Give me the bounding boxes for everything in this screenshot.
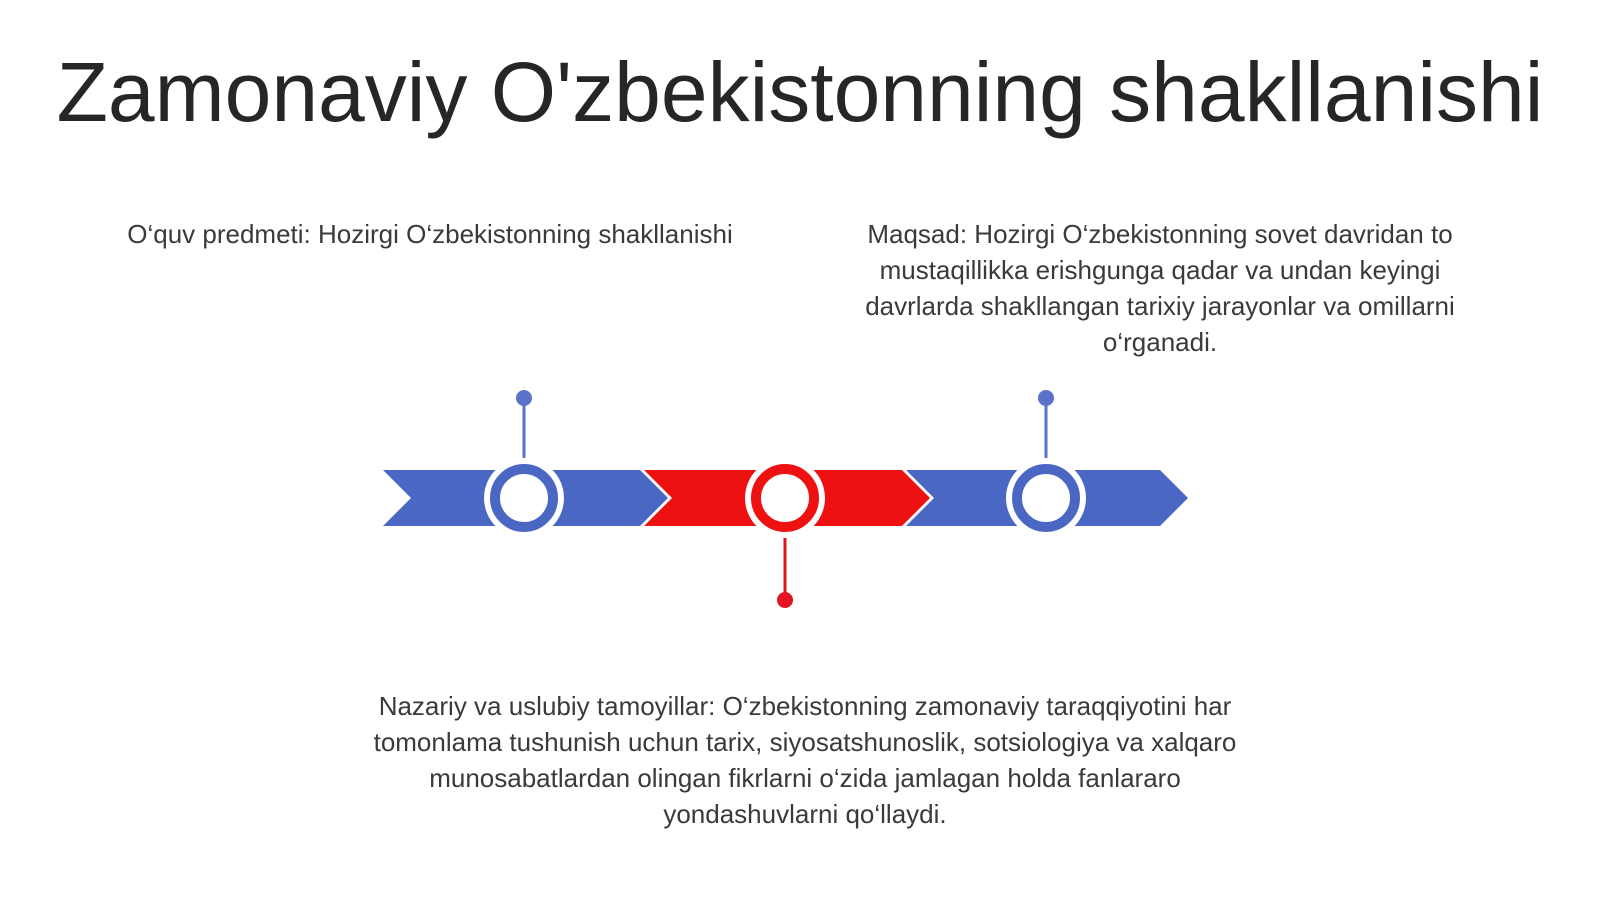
- pin-dot-1: [516, 390, 532, 406]
- pin-dot-2: [777, 592, 793, 608]
- pin-dot-3: [1038, 390, 1054, 406]
- milestone-2: [745, 458, 825, 538]
- milestone-3: [1006, 458, 1086, 538]
- slide-title: Zamonaviy O'zbekistonning shakllanishi: [56, 45, 1544, 139]
- goal-text: Maqsad: Hozirgi O‘zbekistonning sovet davridan to mustaqillikka erishgunga qadar va undan keyingi davrlarda shakllangan tarixiy jarayonlar va omillarni o‘rganadi.: [865, 219, 1455, 357]
- milestone-1: [484, 458, 564, 538]
- principles-text: Nazariy va uslubiy tamoyillar: O‘zbekistonning zamonaviy taraqqiyotini har tomonlama tushunish uchun tarix, siyosatshunoslik, sotsiologiya va xalqaro munosabatlardan olingan fikrlarni o‘zida jamlagan holda fanlararo yondashuvlarni qo‘llaydi.: [373, 691, 1237, 829]
- subject-text: O‘quv predmeti: Hozirgi O‘zbekistonning shakllanishi: [127, 219, 733, 249]
